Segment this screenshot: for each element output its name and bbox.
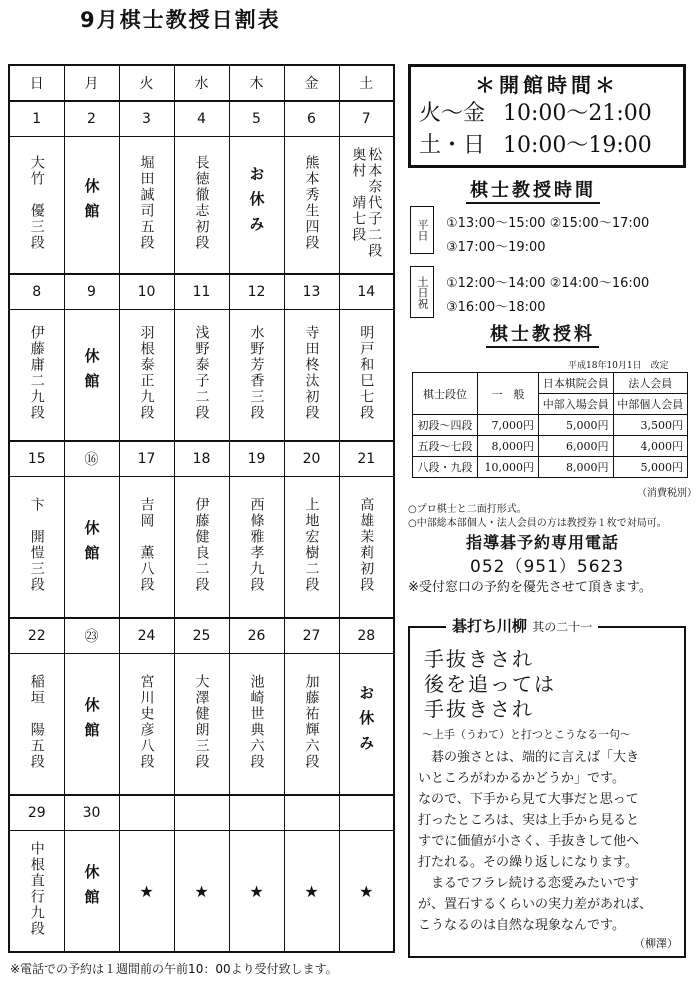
hours-time: 10:00〜19:00 [503,133,652,158]
fee-member: 8,000円 [539,457,614,478]
senryu-reading: 〜上手（うわて）と打つとこうなる一句〜 [422,728,631,741]
closed-label: 休館 [82,864,101,914]
teacher-name: 伊藤庸二九段 [28,325,45,421]
teacher-cell [174,477,229,619]
teacher-name: 上地宏樹二段 [303,497,320,593]
teacher-name: 明戸和巳七段 [358,325,375,421]
date-cell: 15 [9,441,64,477]
date-cell: ㉓ [64,618,119,654]
date-cell: 21 [339,441,394,477]
teacher-name: 中根直行九段 [28,841,45,937]
fee-general: 8,000円 [478,436,539,457]
teacher-cell [229,831,284,953]
teacher-cell [119,137,174,275]
senryu-subtitle: 其の二十一 [532,620,593,634]
date-cell: 17 [119,441,174,477]
star-icon: ★ [304,881,319,901]
holiday-tag: 土日祝 [410,266,434,318]
date-cell [174,795,229,831]
date-cell: 4 [174,101,229,137]
teacher-name: 寺田柊汰初段 [303,325,320,421]
senryu-body-line: こうなるのは自然な現象なんです。 [418,918,625,933]
teacher-cell [64,477,119,619]
teacher-cell [119,831,174,953]
weekday-header: 金 [284,65,339,101]
date-cell: 10 [119,274,174,310]
weekday-header: 月 [64,65,119,101]
senryu-poem-line: 手抜きされ [424,697,534,721]
teacher-cell [339,137,394,275]
senryu-body-line: 碁の強さとは、端的に言えば「大き [418,750,640,765]
date-cell: 2 [64,101,119,137]
fee-rank: 五段〜七段 [413,436,478,457]
weekday-header: 土 [339,65,394,101]
star-icon: ★ [359,881,374,901]
teacher-name: 加藤祐輝六段 [303,674,320,770]
date-cell [119,795,174,831]
fee-table [412,372,688,478]
fee-tax-note: （消費税別） [637,488,697,499]
fee-revised-date: 平成18年10月1日 改定 [568,361,669,371]
teacher-cell [9,137,64,275]
hours-row [411,98,683,130]
teacher-name: 松本奈代子二段 奥村 靖七段 [350,147,383,259]
teacher-cell [339,477,394,619]
weekday-slot-line: ①13:00〜15:00 ②15:00〜17:00 [446,216,650,231]
fee-rank: 八段・九段 [413,457,478,478]
date-cell: 25 [174,618,229,654]
senryu-poem-line: 手抜きされ [424,647,534,671]
teacher-cell [229,477,284,619]
teacher-name: 熊本秀生四段 [303,155,320,251]
weekday-header: 木 [229,65,284,101]
senryu-heading [446,615,598,636]
teacher-cell [174,654,229,796]
date-cell: 8 [9,274,64,310]
fee-header-member-sub: 中部入場会員 [539,394,614,415]
date-cell [229,795,284,831]
teacher-name: 高雄茉莉初段 [358,497,375,593]
teacher-name: 長徳徹志初段 [193,155,210,251]
closed-label: 休館 [82,697,101,747]
fee-header-general: 一 般 [478,373,539,415]
teaching-schedule-table [8,64,395,953]
date-cell: 13 [284,274,339,310]
teacher-cell [64,831,119,953]
date-cell [339,795,394,831]
teacher-cell [9,831,64,953]
fee-header-corp-sub: 中部個人会員 [613,394,688,415]
closed-label: 休館 [82,178,101,228]
reservation-note: ※受付窓口の予約を優先させて頂きます。 [408,580,652,595]
teacher-name: 池崎世典六段 [248,674,265,770]
date-cell: 22 [9,618,64,654]
senryu-title: 碁打ち川柳 [452,617,528,635]
date-cell: 12 [229,274,284,310]
teacher-cell [64,137,119,275]
teacher-cell [174,310,229,442]
fee-header-corp: 法人会員 [613,373,688,394]
teacher-name: 浅野泰子二段 [193,325,210,421]
teacher-cell [284,137,339,275]
holiday-slot-line: ①12:00〜14:00 ②14:00〜16:00 [446,276,650,291]
teacher-name: 西條雅孝九段 [248,497,265,593]
date-cell: 30 [64,795,119,831]
date-cell: 29 [9,795,64,831]
senryu-body-line: なので、下手から見て大事だと思って [418,792,639,807]
teacher-name: 水野芳香三段 [248,325,265,421]
weekday-tag: 平日 [410,206,434,254]
fee-note: ○プロ棋士と二面打形式。 [408,504,527,515]
holiday-slot-line: ③16:00〜18:00 [446,300,546,315]
fee-title: 棋士教授料 [486,320,599,348]
senryu-body-line: 打たれる。その繰り返しになります。 [418,855,638,870]
date-cell: 18 [174,441,229,477]
teacher-cell [339,654,394,796]
teacher-name: 堀田誠司五段 [138,155,155,251]
opening-hours-title: ＊開館時間＊ [475,73,619,97]
date-cell: 20 [284,441,339,477]
senryu-author: （柳澤） [634,937,678,950]
date-cell: 11 [174,274,229,310]
date-cell: 24 [119,618,174,654]
date-cell: 6 [284,101,339,137]
weekday-slot-line: ③17:00〜19:00 [446,240,546,255]
fee-note: ○中部総本部個人・法人会員の方は教授券１枚で対局可。 [408,518,667,529]
teacher-cell [339,831,394,953]
date-cell: 19 [229,441,284,477]
fee-header-member: 日本棋院会員 [539,373,614,394]
fee-member: 5,000円 [539,415,614,436]
teacher-name: 大澤健朗三段 [193,674,210,770]
fee-member: 6,000円 [539,436,614,457]
star-icon: ★ [249,881,264,901]
teacher-cell [339,310,394,442]
reservation-phone: 052（951）5623 [470,557,625,577]
teacher-cell [284,654,339,796]
date-cell: 27 [284,618,339,654]
teacher-name: 吉岡 薫八段 [138,497,155,593]
teacher-cell [64,310,119,442]
reservation-title: 指導碁予約専用電話 [466,533,620,552]
hours-time: 10:00〜21:00 [503,101,652,126]
date-cell: 14 [339,274,394,310]
lesson-time-title: 棋士教授時間 [466,176,600,204]
teacher-name: 卞 開愷三段 [28,497,45,593]
star-icon: ★ [139,881,154,901]
teacher-cell [284,477,339,619]
hours-row [411,130,683,162]
teacher-cell [64,654,119,796]
teacher-name: 大竹 優三段 [28,155,45,251]
teacher-cell [284,310,339,442]
senryu-poem-line: 後を追っては [424,672,556,696]
senryu-body-line: まるでフラレ続ける恋愛みたいです [418,876,639,891]
fee-header-rank: 棋士段位 [413,373,478,415]
closed-label: 休館 [82,348,101,398]
teacher-cell [174,831,229,953]
day-off-label: お休み [357,684,376,760]
date-cell: 26 [229,618,284,654]
date-cell: 28 [339,618,394,654]
date-cell: 1 [9,101,64,137]
teacher-cell [284,831,339,953]
teacher-name: 羽根泰正九段 [138,325,155,421]
day-off-label: お休み [247,165,266,241]
date-cell: ⑯ [64,441,119,477]
hours-days: 土・日 [419,133,486,158]
fee-rank: 初段〜四段 [413,415,478,436]
senryu-body-line: すでに価値が小さく、手抜きして他へ [418,834,640,849]
teacher-name: 伊藤健良二段 [193,497,210,593]
fee-corp: 3,500円 [613,415,688,436]
date-cell [284,795,339,831]
fee-general: 7,000円 [478,415,539,436]
teacher-cell [229,137,284,275]
senryu-body-line: 打ったところは、実は上手から見ると [418,813,640,828]
weekday-header: 水 [174,65,229,101]
teacher-cell [119,310,174,442]
teacher-name: 宮川史彦八段 [138,674,155,770]
teacher-cell [9,654,64,796]
teacher-cell [174,137,229,275]
senryu-body-line: が、置石するくらいの実力差があれば、 [418,897,653,912]
star-icon: ★ [194,881,209,901]
fee-general: 10,000円 [478,457,539,478]
date-cell: 3 [119,101,174,137]
teacher-cell [9,477,64,619]
fee-corp: 5,000円 [613,457,688,478]
weekday-header: 火 [119,65,174,101]
closed-label: 休館 [82,520,101,570]
date-cell: 9 [64,274,119,310]
weekday-header: 日 [9,65,64,101]
fee-corp: 4,000円 [613,436,688,457]
senryu-body-line: いところがわかるかどうか」です。 [418,771,625,786]
hours-days: 火〜金 [419,101,486,126]
teacher-cell [119,477,174,619]
teacher-cell [9,310,64,442]
calendar-title: 9月棋士教授日割表 [80,8,281,32]
opening-hours-box [408,64,686,168]
calendar-footnote: ※電話での予約は１週間前の午前10：00より受付致します。 [10,962,338,976]
teacher-name: 稲垣 陽五段 [28,674,45,770]
teacher-cell [229,310,284,442]
date-cell: 5 [229,101,284,137]
teacher-cell [229,654,284,796]
teacher-cell [119,654,174,796]
date-cell: 7 [339,101,394,137]
